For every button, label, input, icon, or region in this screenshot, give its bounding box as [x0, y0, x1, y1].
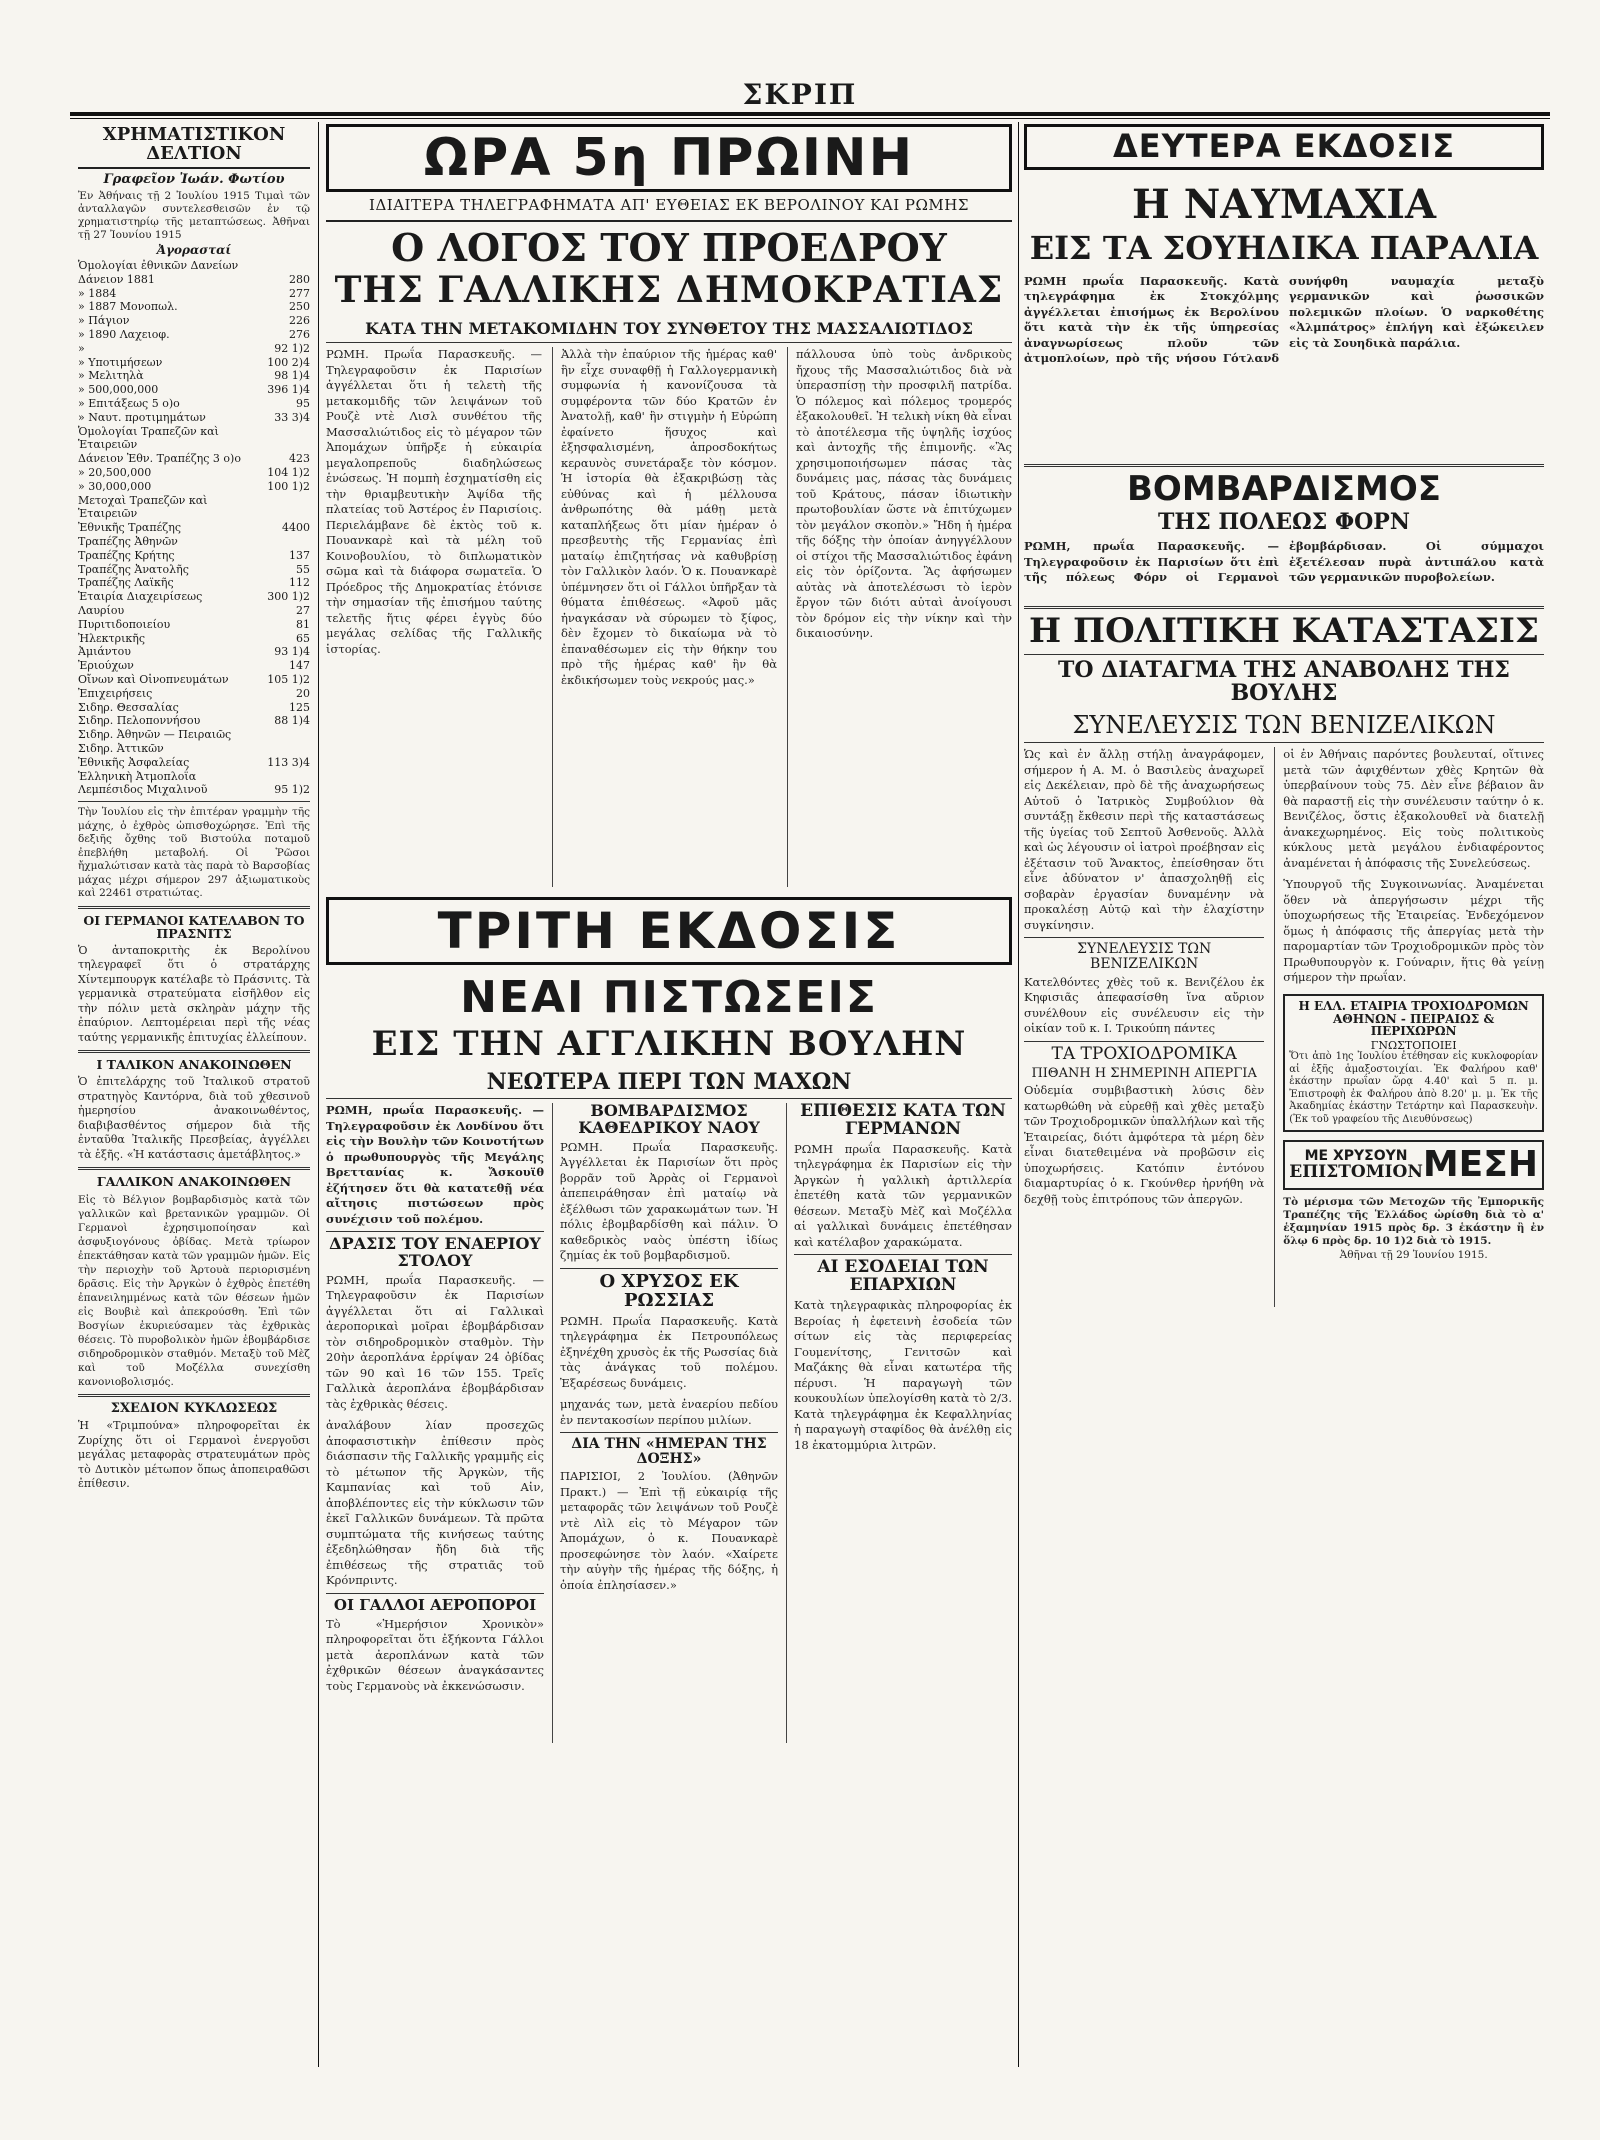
headline-1: Ο ΛΟΓΟΣ ΤΟΥ ΠΡΟΕΔΡΟΥ [391, 224, 947, 270]
market-title: ΧΡΗΜΑΤΙΣΤΙΚΟΝ ΔΕΛΤΙΟΝ [78, 126, 310, 169]
market-row-value: 33 3)4 [274, 410, 310, 424]
market-row-value: 125 [289, 700, 310, 714]
market-row [78, 645, 310, 659]
market-row-label: » Ναυτ. προτιμημάτων [78, 410, 206, 424]
market-row [78, 328, 310, 342]
market-row [78, 535, 310, 549]
market-row [78, 687, 310, 701]
rail-text: Οὐδεμία συμβιβαστικὴ λύσις δὲν κατωρθώθη νὰ εὑρεθῇ καὶ χθὲς μεταξὺ τῶν Τροχιοδρομικῶν ὑπαλλήλων καὶ τῆς Ἑταιρείας, διότι ἀμφότερα τὰ μέρη δὲν εἶναι διατεθειμένα νὰ προβῶσιν εἰς ὑποχωρήσεις. Κατόπιν ἐντόνου διαμαρτυρίας ὁ κ. Γκούνθερ ἠρνήθη νὰ δεχθῇ τοὺς ἐπιτρόπους τῶν ἀπεργῶν. [1024, 1083, 1265, 1206]
main-story-col-3: πάλλουσα ὑπὸ τοὺς ἀνδρικοὺς ἤχους τῆς Μασσαλιώτιδος διὰ νὰ ὑπερασπίσῃ τὴν προσφιλῆ πατρίδα. Ὁ πόλεμος καὶ πόλεμος τρομερός ἐξακολουθεῖ. Ἡ τελικὴ νίκη θὰ εἶναι τὸ ἀποτέλεσμα τῆς ὑψηλῆς ἰσχύος καὶ ἀντοχῆς τῆς ἐπιμονῆς. «Ἂς χρησιμοποιήσωμεν πάσας τὰς δυνάμεις μας, πάσας τὰς δυνάμεις τοῦ Κράτους, πάσαν ἰδιωτικὴν πρωτοβουλίαν ὥστε νὰ ἐπιτύχωμεν τὸν μεγάλον σκοπὸν.» Ἤδη ἡ ἡμέρα τῆς δόξης τὴν ὁποίαν ἀνηγγέλλουν οἱ στίχοι τῆς Μασσαλιώτιδος ἐφάνη εἰς τὸν ὁρίζοντα. Ἂς ἀφήσωμεν αὐτὰς νὰ ἀποτελέσωσι τὸ ἱερὸν ἔργον τῶν διότι αὐταὶ ἀνοίγουσι τὸν δρόμον εἰς τὴν νίκην καὶ τὴν δικαιοσύνην. [787, 347, 1012, 887]
lower-text-1: ἀναλάβουν λίαν προσεχῶς ἀποφασιστικὴν ἐπίθεσιν πρὸς διάσπασιν τῆς Γαλλικῆς γραμμῆς εἰς τὸ μέτωπον τῆς Ἀργκὼν, τῆς Καμπανίας καὶ τοῦ Αἰν, ἀποβλέποντες εἰς τὴν κύκλωσιν τῶν ἐκεῖ Γαλλικῶν δυνάμεων. Τὰ πρῶτα συμπτώματα τῆς κινήσεως ταύτης ἐξεδηλώθησαν ἤδη διὰ τῆς ἐπιθέσεως τῆς στρατιᾶς τοῦ Κρόνπριντς. [326, 1418, 544, 1588]
germans-text: Ὁ ἀνταποκριτὴς ἐκ Βερολίνου τηλεγραφεῖ ὅτι ὁ στρατάρχης Χίντεμπουργκ κατέλαβε τὸ Πράσνιτς. Τὰ γερμανικὰ στρατεύματα εἰσῆλθον εἰς τὴν πόλιν μετὰ σκληρὰν μάχην τῆς ἐπαύριον. Λεπτομέρειαι περὶ τῆς νέας ταύτης γερμανικῆς ἐπιτυχίας ἐλλείπουν. [78, 943, 310, 1044]
market-row-label: Ἐθνικῆς Τραπέζης [78, 521, 182, 535]
market-row-label: Λαυρίου [78, 603, 125, 617]
masthead [0, 0, 1600, 118]
market-row-label: Δάνειον Ἐθν. Τραπέζης 3 ο)ο [78, 452, 241, 466]
market-row-label: » 20,500,000 [78, 465, 152, 479]
credits-text: ΡΩΜΗ, πρωΐα Παρασκευῆς. — Τηλεγραφοῦσιν ἐκ Λονδίνου ὅτι εἰς τὴν Βουλὴν τῶν Κοινοτήτων ὁ πρωθυπουργὸς τῆς Μεγάλης Βρεττανίας κ. Ἄσκουϊθ ἐζήτησεν ὅτι θὰ κατατεθῇ νέα αἴτησις πιστώσεων πρὸς συνέχισιν τοῦ πολέμου. [326, 1103, 544, 1226]
politics-body [1024, 747, 1544, 1307]
market-row [78, 673, 310, 687]
gallic-title: ΓΑΛΛΙΚΟΝ ΑΝΑΚΟΙΝΩΘΕΝ [96, 1174, 292, 1190]
naval-headline-2: ΕΙΣ ΤΑ ΣΟΥΗΔΙΚΑ ΠΑΡΑΛΙΑ [1029, 229, 1539, 267]
ad-title-1: Η ΕΛΛ. ΕΤΑΙΡΙΑ ΤΡΟΧΙΟΔΡΟΜΩΝ [1298, 998, 1529, 1013]
market-row-value: 112 [289, 576, 310, 590]
market-row-value: 20 [296, 686, 310, 700]
bomb-sub: ΤΗΣ ΠΟΛΕΩΣ ΦΟΡΝ [1158, 509, 1410, 536]
market-row-value [270, 494, 310, 522]
headline-2: ΤΗΣ ΓΑΛΛΙΚΗΣ ΔΗΜΟΚΡΑΤΙΑΣ [334, 268, 1004, 311]
main-column [326, 124, 1012, 2069]
promo-line-3: ΜΕΣΗ [1422, 1144, 1538, 1186]
market-row [78, 383, 310, 397]
market-row-value: 226 [289, 314, 310, 328]
market-row-label: Μετοχαὶ Τραπεζῶν καὶ Ἑταιρειῶν [78, 493, 208, 521]
ad-title-2: ΑΘΗΝΩΝ - ΠΕΙΡΑΙΩΣ & ΠΕΡΙΧΩΡΩΝ [1333, 1011, 1495, 1039]
tram-ad [1283, 994, 1544, 1132]
market-row [78, 466, 310, 480]
market-row [78, 480, 310, 494]
second-column [1024, 124, 1544, 2069]
market-column [78, 126, 310, 2071]
market-row-label: Δάνειον 1881 [78, 272, 155, 286]
politics-right-text: οἱ ἐν Ἀθήναις παρόντες βουλευταί, οἵτινες μετὰ τῶν ἀφιχθέντων χθὲς Κρητῶν θὰ ὑπερβαίνουν τοὺς 75. Δὲν εἶνε βέβαιον ἂν θὰ παραστῇ εἰς τὴν συνέλευσιν ταύτην ὁ κ. Βενιζέλος, ὅστις ἐξακολουθεῖ νὰ διατελῇ ἀνακεχωρημένος. Εἰς τοὺς πολιτικοὺς κύκλους μετὰ μεγάλου ἐνδιαφέροντος ἀναμένεται ἡ ἀπόφασις τῆς Συνελεύσεως. [1283, 747, 1544, 870]
mix-text: μηχανάς των, μετὰ ἐναερίου πεδίου ἐν πεντακοσίων περίπου μιλίων. [560, 1397, 778, 1427]
column-divider [1018, 122, 1019, 2067]
plan-text: Ἡ «Τριμπούνα» πληροφορεῖται ἐκ Ζυρίχης ὅτι οἱ Γερμανοὶ ἐνεργοῦσι μεγάλας μεταφορὰς στρατευμάτων πρὸς τὸ Δυτικὸν μέτωπον ὅπως ἀποπειραθῶσι ἐπίθεσιν. [78, 1419, 310, 1491]
market-row-label: » 30,000,000 [78, 479, 152, 493]
market-row-value: 93 1)4 [274, 645, 310, 659]
market-row [78, 494, 310, 522]
second-banner: ΔΕΥΤΕΡΑ ΕΚΔΟΣΙΣ [1112, 127, 1456, 166]
market-row-value: 95 [296, 396, 310, 410]
politics-col-right [1274, 747, 1544, 1307]
rail-right-text: Ὑπουργοῦ τῆς Συγκοινωνίας. Ἀναμένεται ὅθεν νὰ ἀπεργήσωσιν μέχρι τῆς ὑποχωρήσεως τῆς Ἑταιρείας. Ἐνδεχόμενον ὅμως ἡ ἀπόφασις τῆς ἀπεργίας μετὰ τὴν παρομαρτίαν τῶν Τροχιοδρομικῶν πρὸς τὸν Πρωθυπουργὸν κ. Γούναριν, ἥτις θὰ γείνῃ σήμερον τὴν πρωΐαν. [1283, 877, 1544, 985]
third-story-grid [326, 1103, 1012, 1743]
promo-line-2: ΕΠΙΣΤΟΜΙΟΝ [1289, 1161, 1423, 1182]
market-row-label: Ἑλληνικὴ Ἀτμοπλοΐα [78, 769, 197, 783]
airmen-text: Τὸ «Ἡμερήσιον Χρονικὸν» πληροφορεῖται ὅτι ἐξήκοντα Γάλλοι μετὰ ἀεροπλάνων κατὰ τῶν ἐχθρικῶν θέσεων ἀναγκάσαντες τοὺς Γερμανοὺς νὰ ἐκκενώσωσιν. [326, 1616, 544, 1693]
market-row-value: 104 1)2 [267, 465, 310, 479]
politics-sub: ΤΟ ΔΙΑΤΑΓΜΑ ΤΗΣ ΑΝΑΒΟΛΗΣ ΤΗΣ ΒΟΥΛΗΣ [1058, 657, 1510, 707]
rail-sub: ΠΙΘΑΝΗ Η ΣΗΜΕΡΙΝΗ ΑΠΕΡΓΙΑ [1031, 1065, 1257, 1081]
promo-box [1283, 1140, 1544, 1190]
market-row-label: » Υποτιμήσεων [78, 355, 163, 369]
market-row [78, 756, 310, 770]
third-banner: ΤΡΙΤΗ ΕΚΔΟΣΙΣ [437, 901, 901, 960]
market-row [78, 452, 310, 466]
market-row [78, 273, 310, 287]
naval-text: ΡΩΜΗ πρωΐα Παρασκευῆς. Κατὰ τηλεγράφημα ἐκ Στοκχόλμης ἀγγέλλεται ἐπισήμως ἐκ Βερολίνου ὅτι κατὰ τὴν ἐκ τῆς ὑπηρεσίας ἀναγνωρίσεως πλοῦν τῶν ἀτμοπλοίων, πρὸ τῆς νήσου Γότλανδ συνήφθη ναυμαχία μεταξὺ γερμανικῶν καὶ ῥωσσικῶν πολεμικῶν πλοίων. Ὁ ναρκοθέτης «Ἀλμπάτρος» ἐπλήγη καὶ ἐξώκειλεν εἰς τὰ Σουηδικὰ παράλια. [1024, 273, 1544, 366]
market-row [78, 590, 310, 604]
ad-notice: ΓΝΩΣΤΟΠΟΙΕΙ [1370, 1038, 1457, 1052]
masthead-rule-thin [70, 118, 1550, 119]
italian-text: Ὁ ἐπιτελάρχης τοῦ Ἰταλικοῦ στρατοῦ στρατηγὸς Καντόρνα, διὰ τοῦ χθεσινοῦ ἡμερησίου ἀνακοινωθέντος, διαβιβασθέντος σήμερον διὰ τῆς ἐνταῦθα Ἰταλικῆς Πρεσβείας, ἀγγέλλει τὰ ἑξῆς. «Ἡ κατάστασις ἀμετάβλητος.» [78, 1075, 310, 1161]
market-row-label: Ἠλεκτρικῆς [78, 631, 146, 645]
third-headline: ΝΕΑΙ ΠΙΣΤΩΣΕΙΣ [460, 972, 878, 1024]
market-row-label: Τραπέζης Ἀνατολῆς [78, 562, 189, 576]
market-row-label: Ἐπιχειρήσεις [78, 686, 153, 700]
market-row-value: 27 [296, 603, 310, 617]
exodus-text: Κατὰ τηλεγραφικὰς πληροφορίας ἐκ Βεροίας ἡ ἐφετεινὴ ἐσοδεία τῶν σίτων εἰς τὰς περιφερείας Γουμενίτσης, Γενιτσῶν καὶ Μαζάκης θὰ εἶναι κατωτέρα τῆς πέρυσι. Ἡ παραγωγὴ τῶν κουκουλίων ὑπελογίσθη κατὰ τὸ 2/3. Κατὰ τηλεγράφημα ἐκ Κεφαλληνίας ἡ παραγωγὴ σταφίδος θὰ ἀνέλθῃ εἰς 18 ἑκατομμύρια λιτρῶν. [794, 1298, 1012, 1452]
main-banner: ΩΡΑ 5η ΠΡΩΙΝΗ [423, 127, 915, 188]
cathedral-text: ΡΩΜΗ. Πρωΐα Παρασκευῆς. Ἀγγέλλεται ἐκ Παρισίων ὅτι πρὸς βορρᾶν τοῦ Ἀρρὰς οἱ Γερμανοὶ ἀπεπειράθησαν ἐπὶ ματαίῳ νὰ ἐξέλθωσι τῶν χαρακωμάτων των. Ἡ πόλις ἐβομβαρδίσθη καὶ πάλιν. Ὁ καθεδρικὸς ναὸς ὑπέστη ἰδίως ζημίας ἐκ τοῦ βομβαρδισμοῦ. [560, 1139, 778, 1263]
column-divider [318, 122, 319, 2067]
market-row-label: Ἐθνικῆς Ἀσφαλείας [78, 755, 190, 769]
market-row-label: » 1887 Μονοπωλ. [78, 300, 178, 314]
market-byline: Γραφεῖον Ἰωάν. Φωτίου [103, 171, 285, 187]
market-row-value: 396 1)4 [267, 383, 310, 397]
market-row-label: Ἀμιάντου [78, 645, 131, 659]
market-row-label: » Πάγιον [78, 314, 130, 328]
market-row-label: Σιδηρ. Ἀττικῶν [78, 741, 164, 755]
main-story-col-2: Ἀλλὰ τὴν ἐπαύριον τῆς ἡμέρας καθ' ἣν εἶχε συναφθῇ ἡ Γαλλογερμανικὴ συμφωνία ἡ κανονίζουσα τὰ συμφέροντα τῶν δύο Κρατῶν ἐν Ἀνατολῇ, καθ' ἣν στιγμὴν ἡ Εὐρώπη ἐφαίνετο ἥσυχος καὶ ἐξησφαλισμένη, ἀπροσδοκήτως κεραυνὸς συνετάραξε τὸν κόσμον. Ἡ ἱστορία θὰ ἐξακριβώσῃ τὰς εὐθύνας καὶ ἡ μέλλουσα ἀνθρωπότης θὰ μάθῃ μετὰ καταπλήξεως ὅτι μίαν ἡμέραν ὁ πρεσβευτὴς τῆς Γερμανίας ἐπὶ ματαίῳ ἐπιζητήσας νὰ καθυβρίσῃ τὸν Γαλλικὸν λαόν. Ὁ κ. Πουανκαρὲ ὑπέμνησεν ὅτι οἱ Γάλλοι ὑπῆρξαν τὰ θύματα ἐπιθέσεως. «Ἀφοῦ μᾶς ἠναγκάσαν νὰ σύρωμεν τὸ ξίφος, δὲν ἔχομεν τὸ δικαίωμα νὰ τὸ ἐπαναθέσωμεν εἰς τὴν θήκην του πρὸ τῆς ἡμέρας καθ' ἣν θὰ ἐκδικήσωμεν τοὺς νεκρούς μας.» [552, 347, 777, 887]
market-row-value: 147 [289, 659, 310, 673]
market-row-value: 100 2)4 [267, 355, 310, 369]
market-row-value: 277 [289, 286, 310, 300]
market-row-value: 137 [289, 548, 310, 562]
third-col-3 [786, 1103, 1012, 1743]
market-row-value: 55 [296, 562, 310, 576]
day-text: ΠΑΡΙΣΙΟΙ, 2 Ἰουλίου. (Ἀθηνῶν Πρακτ.) — Ἐπὶ τῇ εὐκαιρίᾳ τῆς μεταφορᾶς τῶν λειψάνων τοῦ Ρουζὲ ντὲ Λὶλ εἰς τὸ Μέγαρον τῶν Ἀπομάχων, ὁ κ. Πουανκαρὲ προσεφώνησε τὸν λαόν. «Χαίρετε τὴν αὐγὴν τῆς ἡμέρας τῆς δόξης, ἡ ὁποία ἐπλησίασεν.» [560, 1469, 778, 1592]
second-banner-box [1024, 124, 1544, 170]
market-row-label: » 500,000,000 [78, 383, 159, 397]
politics-left-text: Ὡς καὶ ἐν ἄλλῃ στήλῃ ἀναγράφομεν, σήμερον ἡ Α. Μ. ὁ Βασιλεὺς ἀναχωρεῖ εἰς Δεκέλειαν, πρὸ δὲ τῆς ἀναχωρήσεως Αὐτοῦ ὁ Ἰατρικὸς Συμβούλιον θὰ συντάξῃ ἔκθεσιν περὶ τῆς καταστάσεως τῆς ὑγείας τοῦ Σεπτοῦ Ἀσθενοῦς. Ἀλλὰ καὶ ὡς λέγουσιν οἱ ἰατροὶ προέβησαν εἰς ἐξέτασιν τοῦ Ἄνακτος, ἐπείσθησαν ὅτι εἶνε ἀδύνατον ν' ἀπασχοληθῇ εἰς σοβαρὰν ἐργασίαν δυναμένην νὰ προκαλέσῃ Αὐτῷ καὶ τὴν ἐλαχίστην συγκίνησιν. [1024, 747, 1265, 932]
exodus-title: ΑΙ ΕΣΟΔΕΙΑΙ ΤΩΝ ΕΠΑΡΧΙΩΝ [817, 1257, 989, 1296]
market-row [78, 728, 310, 742]
market-row-value: 88 1)4 [274, 714, 310, 728]
market-row-value: 423 [289, 452, 310, 466]
market-note: Τὴν Ἰουλίου εἰς τὴν ἐπιτέραν γραμμὴν τῆς μάχης, ὁ ἐχθρὸς ὠπισθοχώρησε. Ἐπὶ τῆς δεξιῆς ὄχθης τοῦ Βιστούλα ποταμοῦ ἐπεβλήθη μεταβολή. Οἱ Ῥῶσοι ἤχμαλώτισαν κατὰ τὰς παρὰ τὸ Βαρσοβίας μάχας μέχρι σήμερον 297 ἀξιωματικοὺς καὶ 22461 στρατιώτας. [78, 806, 310, 900]
masthead-rule [70, 112, 1550, 116]
ad-text: Ὅτι ἀπὸ 1ης Ἰουλίου ἐτέθησαν εἰς κυκλοφορίαν αἱ ἐξῆς ἁμαξοστοιχίαι. Ἐκ Φαλήρου καθ' ἑκάστην πρωΐαν ὥρᾳ 4.40' καὶ 5 π. μ. Ἐπιστροφὴ ἐκ Φαλήρου ἀπὸ 8.20' μ. μ. Ἐκ τῆς Ἀκαδημίας ἑκάστην Τετάρτην καὶ Παρασκευὴν. (Ἐκ τοῦ γραφείου τῆς Διευθύνσεως) [1289, 1051, 1538, 1125]
market-row [78, 770, 310, 784]
market-row-value: 95 1)2 [274, 783, 310, 797]
promo-line-1: ΜΕ ΧΡΥΣΟΥΝ [1304, 1147, 1408, 1164]
market-intro: Ἐν Ἀθήναις τῇ 2 Ἰουλίου 1915 Τιμαὶ τῶν ἀνταλλαγῶν συντελεσθεισῶν ἐν τῷ χρηματιστηρίῳ τῆς μεταπτώσεως. Ἀθῆναι τῇ 27 Ἰουνίου 1915 [78, 190, 310, 242]
market-row-value: 81 [296, 617, 310, 631]
main-subbanner: ΙΔΙΑΙΤΕΡΑ ΤΗΛΕΓΡΑΦΗΜΑΤΑ ΑΠ' ΕΥΘΕΙΑΣ ΕΚ ΒΕΡΟΛΙΝΟΥ ΚΑΙ ΡΩΜΗΣ [369, 196, 969, 214]
market-row-label: » Επιτάξεως 5 ο)ο [78, 396, 180, 410]
market-row-label: Σιδηρ. Θεσσαλίας [78, 700, 179, 714]
market-row-label: Πυριτιδοποιείου [78, 617, 171, 631]
fleet-text: ΡΩΜΗ, πρωΐα Παρασκευῆς. — Τηλεγραφοῦσιν ἐκ Παρισίων ἀγγέλλεται ὅτι αἱ Γαλλικαὶ ἀεροπορικαὶ μοῖραι ἐβομβάρδισαν τὸν σιδηροδρομικὸν σταθμὸν. Τὴν 20ὴν ἀεροπλάνα ἐρρίψαν 24 ὀβίδας τῶν 90 καὶ 16 τῶν 155. Τρεῖς Γαλλικὰ ἀεροπλάνα ἐβομβάρδισαν τὰς ἐχθρικὰς θέσεις. [326, 1272, 544, 1411]
gold-text: ΡΩΜΗ. Πρωΐα Παρασκευῆς. Κατὰ τηλεγράφημα ἐκ Πετρουπόλεως ἐξηνέχθη χρυσὸς ἐκ τῆς Ρωσσίας διὰ τὰς ἀνάγκας τοῦ πολέμου. Ἐξαρέσεως δυνάμεις. [560, 1313, 778, 1390]
market-row-value: 65 [296, 631, 310, 645]
market-row [78, 425, 310, 453]
third-col-1 [326, 1103, 544, 1743]
market-row-value [270, 770, 310, 784]
market-row [78, 369, 310, 383]
attacks-text: ΡΩΜΗ πρωΐα Παρασκευῆς. Κατὰ τηλεγράφημα ἐκ Παρισίων εἰς τὴν Ἀργκὼν ἡ γαλλικὴ ἀρτιλλερία ἐπετέθη κατὰ τῶν γερμανικῶν θέσεων. Μεταξὺ Μὲζ καὶ Μοζέλλα αἱ γαλλικαὶ δυνάμεις ἐπετέθησαν καὶ κατέλαβον χαρακώματα. [794, 1141, 1012, 1249]
market-row-label: Σιδηρ. Ἀθηνῶν — Πειραιῶς [78, 728, 232, 742]
market-row-value: 98 1)4 [274, 369, 310, 383]
market-row-value [270, 259, 310, 273]
market-row-value [270, 728, 310, 742]
market-row [78, 356, 310, 370]
market-row-value: 280 [289, 272, 310, 286]
assembly-text: Κατελθόντες χθὲς τοῦ κ. Βενιζέλου ἐκ Κηφισιᾶς ἀπεφασίσθη ἵνα αὔριον συνέλθουν εἰς συνέλευσιν εἰς τὴν οἰκίαν τοῦ κ. Ι. Τρικούπη πάντες [1024, 974, 1265, 1036]
market-row-label: Τραπέζης Ἀθηνῶν [78, 534, 178, 548]
attacks-title: ΕΠΙΘΕΣΙΣ ΚΑΤΑ ΤΩΝ ΓΕΡΜΑΝΩΝ [800, 1101, 1006, 1140]
market-row-value: 113 3)4 [267, 755, 310, 769]
third-deck: ΝΕΩΤΕΡΑ ΠΕΡΙ ΤΩΝ ΜΑΧΩΝ [486, 1069, 852, 1096]
market-row [78, 632, 310, 646]
market-heading: Ἀγορασταί [156, 243, 232, 258]
market-row [78, 783, 310, 797]
gold-title: Ο ΧΡΥΣΟΣ ΕΚ ΡΩΣΣΙΑΣ [599, 1270, 739, 1311]
cathedral-title: ΒΟΜΒΑΡΔΙΣΜΟΣ ΚΑΘΕΔΡΙΚΟΥ ΝΑΟΥ [578, 1101, 760, 1137]
market-row-label: Ἐριούχων [78, 659, 134, 673]
third-subheadline: ΕΙΣ ΤΗΝ ΑΓΓΛΙΚΗΝ ΒΟΥΛΗΝ [371, 1024, 967, 1065]
germans-title: ΟΙ ΓΕΡΜΑΝΟΙ ΚΑΤΕΛΑΒΟΝ ΤΟ ΠΡΑΣΝΙΤΣ [83, 912, 305, 941]
rail-title: ΤΑ ΤΡΟΧΙΟΔΡΟΜΙΚΑ [1051, 1043, 1237, 1064]
market-row [78, 618, 310, 632]
market-row-value: 276 [289, 328, 310, 341]
market-row-label: Ἑταιρία Διαχειρίσεως [78, 590, 203, 604]
politics-deck: ΣΥΝΕΛΕΥΣΙΣ ΤΩΝ ΒΕΝΙΖΕΛΙΚΩΝ [1072, 711, 1496, 740]
market-row-value: 100 1)2 [267, 479, 310, 493]
market-row [78, 742, 310, 756]
market-row-value [270, 742, 310, 756]
politics-col-left [1024, 747, 1264, 1307]
market-row-label: » [78, 341, 85, 355]
market-row [78, 342, 310, 356]
market-row-value: 300 1)2 [267, 590, 310, 604]
market-row-label: Ὁμολογίαι Τραπεζῶν καὶ Ἑταιρειῶν [78, 424, 219, 452]
market-row-label: Τραπέζης Λαϊκῆς [78, 576, 174, 590]
market-row-label: Λεμπέσιδος Μιχαλινοῦ [78, 783, 208, 797]
market-row [78, 549, 310, 563]
market-row [78, 397, 310, 411]
market-row-label: » 1884 [78, 286, 117, 300]
market-row [78, 259, 310, 273]
market-row-label: Οἴνων καὶ Οἰνοπνευμάτων [78, 672, 229, 686]
market-row [78, 521, 310, 535]
market-row-label: » Μελιτηλὰ [78, 369, 144, 383]
main-story-col-1: ΡΩΜΗ. Πρωΐα Παρασκευῆς. — Τηλεγραφοῦσιν ἐκ Παρισίων ἀγγέλλεται ὅτι ἡ τελετὴ τῆς μετακομιδῆς τῶν λειψάνων τοῦ Ρουζὲ ντὲ Λισλ συνθέτου τῆς Μασσαλιώτιδος εἰς τὸ μέγαρον τῶν Ἀπομάχων ὑπῆρξε ἡ εὐκαιρία μεγαλοπρεποῦς διαδηλώσεως ἑνώσεως. Ἡ πομπὴ ἐσχηματίσθη εἰς τὴν θριαμβευτικὴν Ἁψίδα τῆς πλατείας τοῦ Ἀστέρος ἐν Παρισίοις. Περιελάμβανε δὲ ἐκτὸς τοῦ κ. Πουανκαρὲ καὶ τὰ μέλη τοῦ Κοινοβουλίου, τὸ διπλωματικὸν σῶμα καὶ τὰ διάφορα σωματεῖα. Ὁ Πρόεδρος τῆς Δημοκρατίας ἐτόνισε τὴν σημασίαν τῆς ἐπισήμου ταύτης τελετῆς ἥτις φέρει ἐγγὺς δύο μεγάλας σελίδας τῆς Γαλλικῆς ἱστορίας. [326, 347, 542, 656]
bank-text: Τὸ μέρισμα τῶν Μετοχῶν τῆς Ἐμπορικῆς Τραπέζης τῆς Ἑλλάδος ὡρίσθη διὰ τὸ α' ἑξαμηνίαν 1915 πρὸς δρ. 3 ἑκάστην ἢ ἐν ὅλῳ 6 πρὸς δρ. 10 1)2 διὰ τὸ 1915. [1283, 1196, 1544, 1248]
market-row [78, 604, 310, 618]
market-row-value [270, 535, 310, 549]
italian-title: Ι ΤΑΛΙΚΟΝ ΑΝΑΚΟΙΝΩΘΕΝ [96, 1057, 292, 1073]
market-row-value: 92 1)2 [274, 341, 310, 355]
naval-headline-1: Η ΝΑΥΜΑΧΙΑ [1132, 181, 1436, 228]
politics-title: Η ΠΟΛΙΤΙΚΗ ΚΑΤΑΣΤΑΣΙΣ [1029, 611, 1539, 652]
market-row [78, 714, 310, 728]
third-col-2 [552, 1103, 778, 1743]
market-row [78, 300, 310, 314]
plan-title: ΣΧΕΔΙΟΝ ΚΥΚΛΩΣΕΩΣ [110, 1400, 278, 1416]
market-row [78, 701, 310, 715]
main-banner-box [326, 124, 1012, 192]
main-story [326, 347, 1012, 887]
day-title: ΔΙΑ ΤΗΝ «ΗΜΕΡΑΝ ΤΗΣ ΔΟΞΗΣ» [571, 1436, 767, 1467]
market-row-value: 4400 [282, 521, 310, 535]
market-row-label: Ὁμολογίαι ἐθνικῶν Δανείων [78, 259, 239, 273]
masthead-title: ΣΚΡΙΠ [742, 78, 858, 111]
market-row-label: » 1890 Λαχειοφ. [78, 328, 170, 341]
bomb-title: ΒΟΜΒΑΡΔΙΣΜΟΣ [1127, 468, 1441, 509]
assembly-title: ΣΥΝΕΛΕΥΣΙΣ ΤΩΝ ΒΕΝΙΖΕΛΙΚΩΝ [1077, 941, 1212, 973]
main-deck: ΚΑΤΑ ΤΗΝ ΜΕΤΑΚΟΜΙΔΗΝ ΤΟΥ ΣΥΝΘΕΤΟΥ ΤΗΣ ΜΑΣΣΑΛΙΩΤΙΔΟΣ [365, 319, 973, 339]
market-row-label: Σιδηρ. Πελοποννήσου [78, 714, 201, 728]
market-row [78, 411, 310, 425]
bank-date: Ἀθῆναι τῇ 29 Ἰουνίου 1915. [1339, 1249, 1488, 1262]
market-row [78, 563, 310, 577]
market-table [78, 259, 310, 797]
airmen-title: ΟΙ ΓΑΛΛΟΙ ΑΕΡΟΠΟΡΟΙ [333, 1595, 537, 1614]
market-row [78, 576, 310, 590]
market-row [78, 287, 310, 301]
bomb-text: ΡΩΜΗ, πρωΐα Παρασκευῆς. — Τηλεγραφοῦσιν ἐκ Παρισίων ὅτι ἐπὶ τῆς πόλεως Φόρν οἱ Γερμανοὶ ἐβομβάρδισαν. Οἱ σύμμαχοι ἐξετέλεσαν πυρὰ ἀντιπάλου κατὰ τῶν γερμανικῶν πυροβολείων. [1024, 539, 1544, 585]
market-row-label: Τραπέζης Κρήτης [78, 548, 175, 562]
gallic-text: Εἰς τὸ Βέλγιον βομβαρδισμὸς κατὰ τῶν γαλλικῶν καὶ βρετανικῶν γραμμῶν. Οἱ Γερμανοὶ ἐχρησιμοποίησαν καὶ ἀσφυξιογόνους ὀβίδας. Μετὰ τρίωρον ἐπεκτάθησαν κατὰ τῶν γραμμῶν ἡμῶν. Εἰς τὴν περιοχὴν τοῦ Ἀρτουὰ περιορισμένη δρᾶσις. Εἰς τὴν Ἀργκὼν ὁ ἐχθρὸς ἐπετέθη ἐπανειλημμένως κατὰ τῶν θέσεων ἡμῶν εἰς Βουβιὲ καὶ ἀπεκρούσθη. Ἐπὶ τῶν Βοσγίων ἐκυριεύσαμεν τὰς ἐχθρικὰς θέσεις. Τὸ πυροβολικὸν ἡμῶν ἐβομβάρδισε σιδηροδρομικὸν σταθμόν. Μεταξὺ τοῦ Μὲζ καὶ τοῦ Μοζέλλα συνεχίσθη κανονιοβολισμός. [78, 1193, 310, 1388]
third-banner-box [326, 897, 1012, 965]
market-row [78, 659, 310, 673]
market-row [78, 314, 310, 328]
market-row-value [270, 425, 310, 453]
fleet-title: ΔΡΑΣΙΣ ΤΟΥ ΕΝΑΕΡΙΟΥ ΣΤΟΛΟΥ [329, 1234, 541, 1270]
market-row-value: 250 [289, 300, 310, 314]
market-row-value: 105 1)2 [267, 672, 310, 686]
